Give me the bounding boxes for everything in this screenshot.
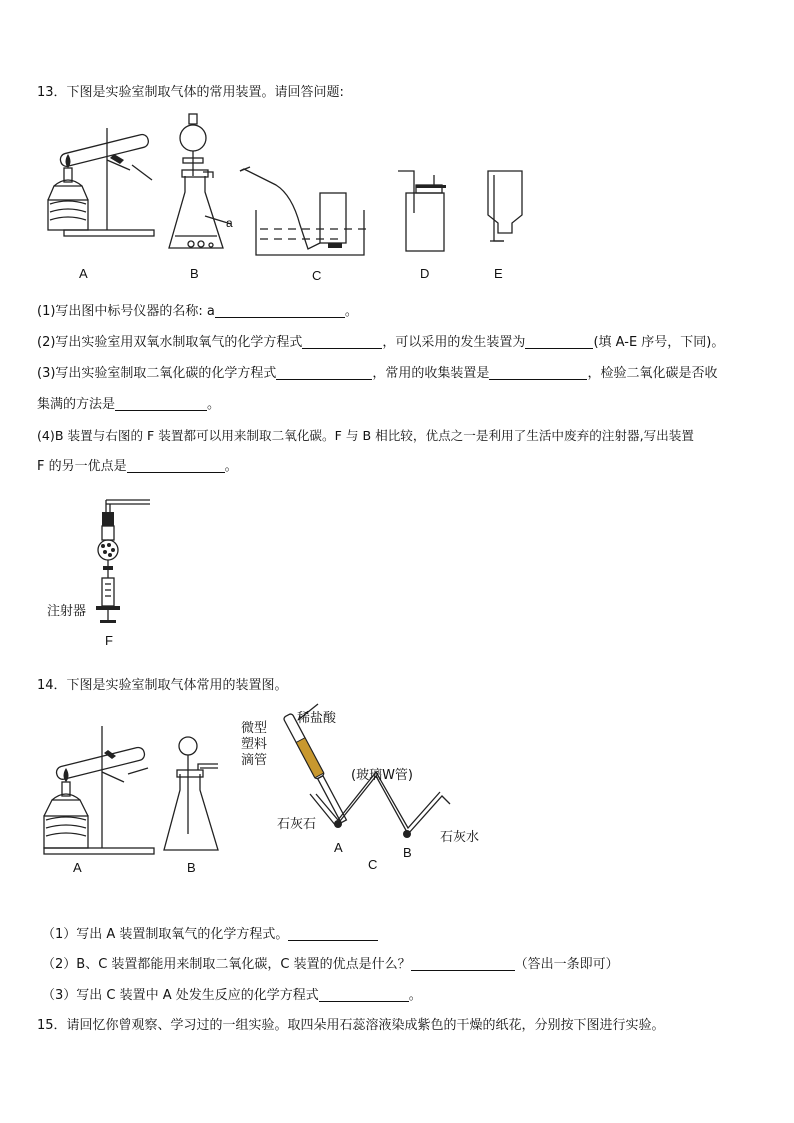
q13-blank-5[interactable] (489, 366, 587, 380)
q13-part3-text-e: 。 (207, 397, 221, 412)
q13-blank-1[interactable] (215, 304, 345, 318)
q14-label-c: C (368, 857, 378, 872)
q13-part4-text-b: F 的另一优点是 (37, 459, 127, 474)
q14-c-dropper-line-1: 微型 (241, 721, 268, 736)
q13-part4-cont (37, 458, 238, 476)
q13-title: 13．下图是实验室制取气体的常用装置。请回答问题: (37, 85, 344, 100)
q14-c-dropper-line-3: 滴管 (241, 753, 268, 768)
q14-c-limestone: 石灰石 (277, 817, 317, 832)
q13-part4-text-c: 。 (224, 459, 238, 474)
q14-c-dropper (241, 721, 267, 769)
q13-label-b: B (190, 266, 199, 281)
q14-apparatus-b (160, 734, 230, 854)
q14-apparatus-a (40, 720, 160, 860)
q13-blank-3[interactable] (525, 335, 593, 349)
q13-blank-6[interactable] (115, 397, 207, 411)
q13-label-c: C (312, 268, 322, 283)
q13-part3-text-b: ，常用的收集装置是 (372, 366, 490, 381)
q13-part3-text-d: 集满的方法是 (37, 397, 116, 412)
q14-title: 14．下图是实验室制取气体常用的装置图。 (37, 678, 288, 693)
q14-sub1-text: （1）写出 A 装置制取氧气的化学方程式。 (42, 927, 289, 942)
q14-label-a: A (73, 860, 82, 875)
q13-part1-end: 。 (344, 304, 358, 319)
q14-blank-1[interactable] (288, 927, 378, 941)
q13-f-label: F (105, 633, 113, 648)
q13-part2 (37, 334, 724, 352)
q13-part1 (37, 303, 358, 321)
q14-sub3-text-a: （3）写出 C 装置中 A 处发生反应的化学方程式 (42, 988, 319, 1003)
q15-title: 15．请回忆你曾观察、学习过的一组实验。取四朵用石蕊溶液染成紫色的干燥的纸花，分别按下图进行实验。 (37, 1018, 665, 1033)
q13-blank-4[interactable] (276, 366, 372, 380)
q13-part1-text: (1)写出图中标号仪器的名称: a (37, 304, 215, 319)
q13-f-syringe: 注射器 (47, 604, 87, 619)
q14-sub3-text-b: 。 (408, 988, 422, 1003)
q13-blank-2[interactable] (302, 335, 382, 349)
q13-part4: (4)B 装置与右图的 F 装置都可以用来制取二氧化碳。F 与 B 相比较，优点之一是利用了生活中废弃的注射器,写出装置 (37, 428, 694, 443)
q13-label-small-a: a (226, 216, 233, 230)
q13-part2-text-c: (填 A-E 序号，下同)。 (593, 335, 725, 350)
q13-apparatus-e (480, 165, 530, 255)
q13-label-e: E (494, 266, 503, 281)
q13-blank-7[interactable] (127, 459, 225, 473)
q14-blank-3[interactable] (319, 988, 409, 1002)
q14-label-b: B (187, 860, 196, 875)
q14-c-point-b: B (403, 845, 412, 860)
q13-apparatus-c (236, 165, 376, 265)
q14-sub2 (42, 956, 619, 974)
q13-part2-text-a: (2)写出实验室用双氧水制取氧气的化学方程式 (37, 335, 303, 350)
q13-apparatus-a (40, 120, 160, 260)
q13-label-d: D (420, 266, 430, 281)
q13-part2-text-b: ，可以采用的发生装置为 (382, 335, 526, 350)
q14-sub1 (42, 926, 378, 944)
q14-blank-2[interactable] (411, 957, 515, 971)
q13-part3-text-c: ，检验二氧化碳是否收 (587, 366, 718, 381)
q13-apparatus-f (88, 494, 158, 624)
q14-c-dropper-line-2: 塑料 (241, 737, 268, 752)
q14-c-tube: (玻璃W管) (351, 768, 413, 783)
q14-c-point-a: A (334, 840, 343, 855)
q14-c-limewater: 石灰水 (440, 830, 480, 845)
q13-part3 (37, 365, 717, 383)
q14-sub2-text-a: （2）B、C 装置都能用来制取二氧化碳，C 装置的优点是什么？ (42, 957, 411, 972)
q14-sub3 (42, 987, 422, 1005)
q13-label-a: A (79, 266, 88, 281)
q14-sub2-text-b: （答出一条即可） (514, 957, 619, 972)
q13-part3-text-a: (3)写出实验室制取二氧化碳的化学方程式 (37, 366, 277, 381)
q13-apparatus-d (398, 165, 453, 255)
q13-part3-cont (37, 396, 220, 414)
q14-c-acid: 稀盐酸 (297, 711, 337, 726)
